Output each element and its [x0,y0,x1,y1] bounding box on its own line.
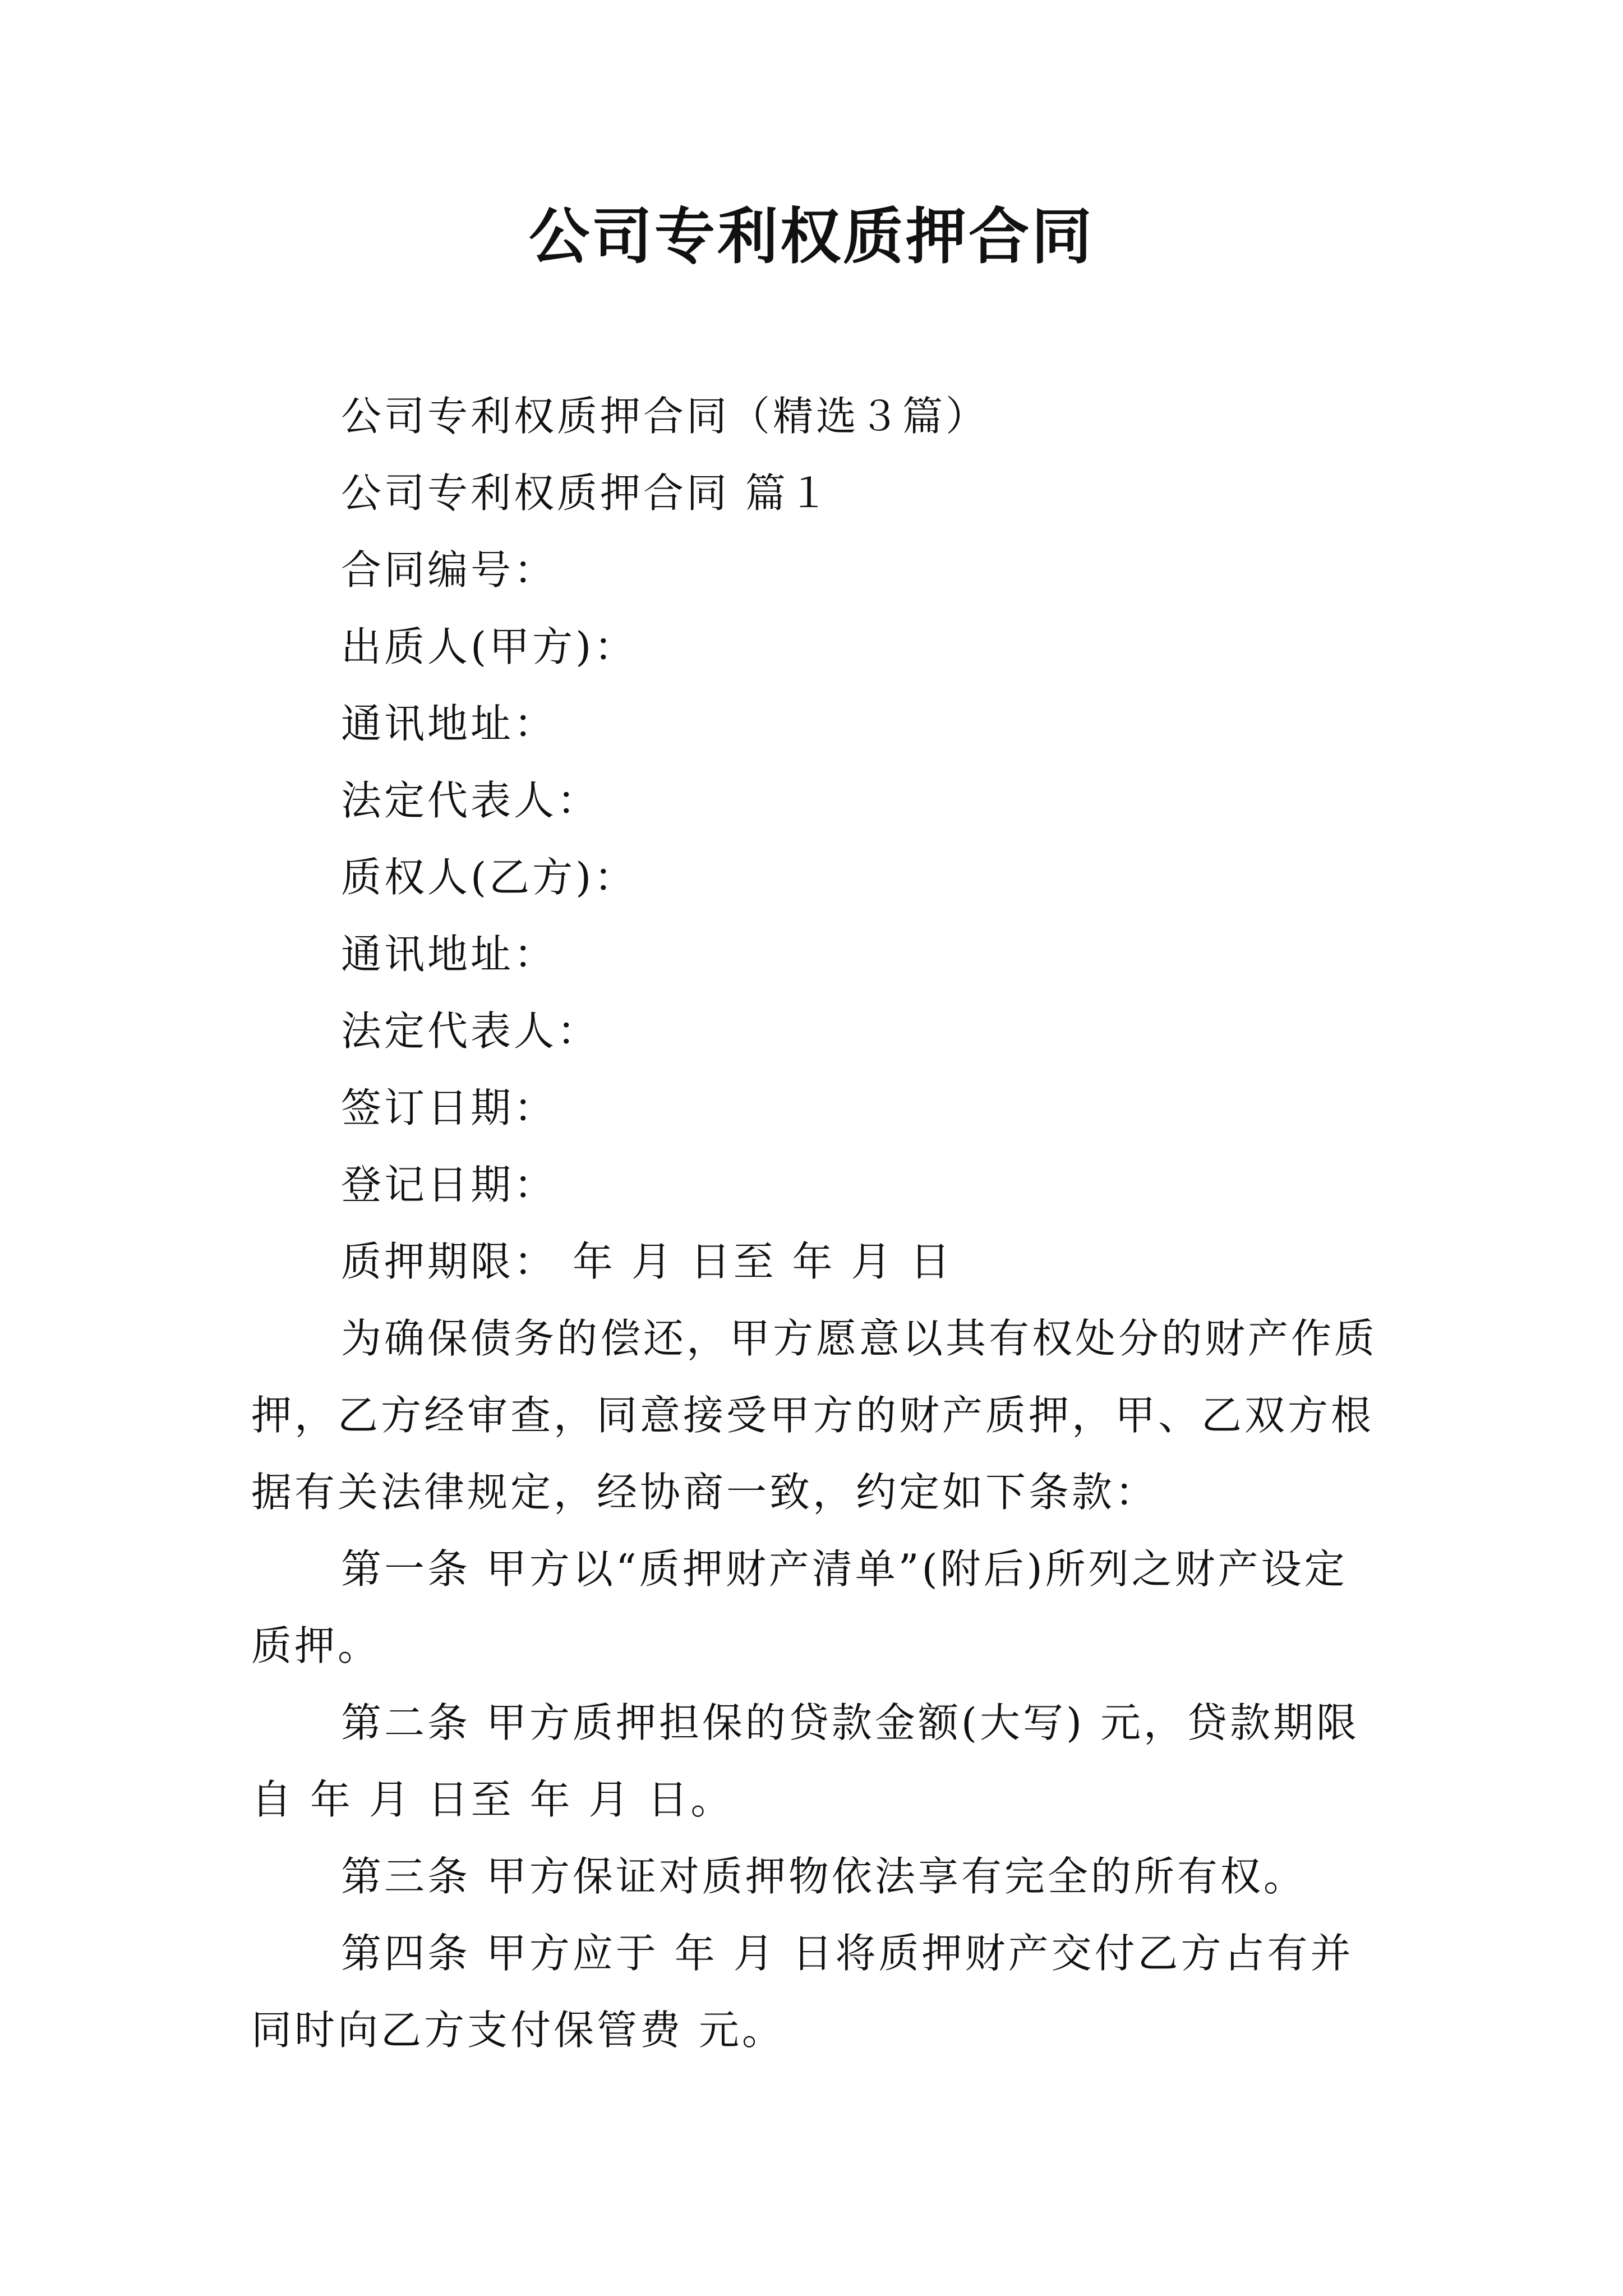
document-title: 公司专利权质押合同 [528,201,1094,272]
field-pledge-term: 质押期限： 年 月 日至 年 月 日 [341,1238,953,1285]
clause-article-1: 第一条 甲方以“质押财产清单”(附后)所列之财产设定质押。 [251,1545,1348,1669]
field-signing-date: 签订日期： [341,1084,557,1131]
field-pledgor-representative: 法定代表人： [341,777,601,824]
field-pledgee: 质权人(乙方)： [341,854,638,901]
field-pledgee-address: 通讯地址： [341,931,557,978]
field-contract-number: 合同编号： [341,546,557,593]
clause-article-4: 第四条 甲方应于 年 月 日将质押财产交付乙方占有并同时向乙方支付保管费 元。 [251,1930,1354,2054]
paragraph-preamble: 为确保债务的偿还，甲方愿意以其有权处分的财产作质押，乙方经审查，同意接受甲方的财产质押，甲、乙双方根据有关法律规定，经协商一致，约定如下条款： [251,1315,1378,1516]
paragraph-collection-title: 公司专利权质押合同（精选３篇） [341,393,989,440]
clause-article-3: 第三条 甲方保证对质押物依法享有完全的所有权。 [341,1853,1307,1900]
field-pledgee-representative: 法定代表人： [341,1007,601,1055]
clause-article-2: 第二条 甲方质押担保的贷款金额(大写) 元，贷款期限自 年 月 日至 年 月 日。 [251,1699,1359,1823]
document-body [251,378,1390,2069]
field-pledgor-address: 通讯地址： [341,700,557,747]
field-pledgor: 出质人(甲方)： [341,623,638,670]
field-registration-date: 登记日期： [341,1161,557,1208]
paragraph-part-heading: 公司专利权质押合同 篇１ [341,470,832,517]
